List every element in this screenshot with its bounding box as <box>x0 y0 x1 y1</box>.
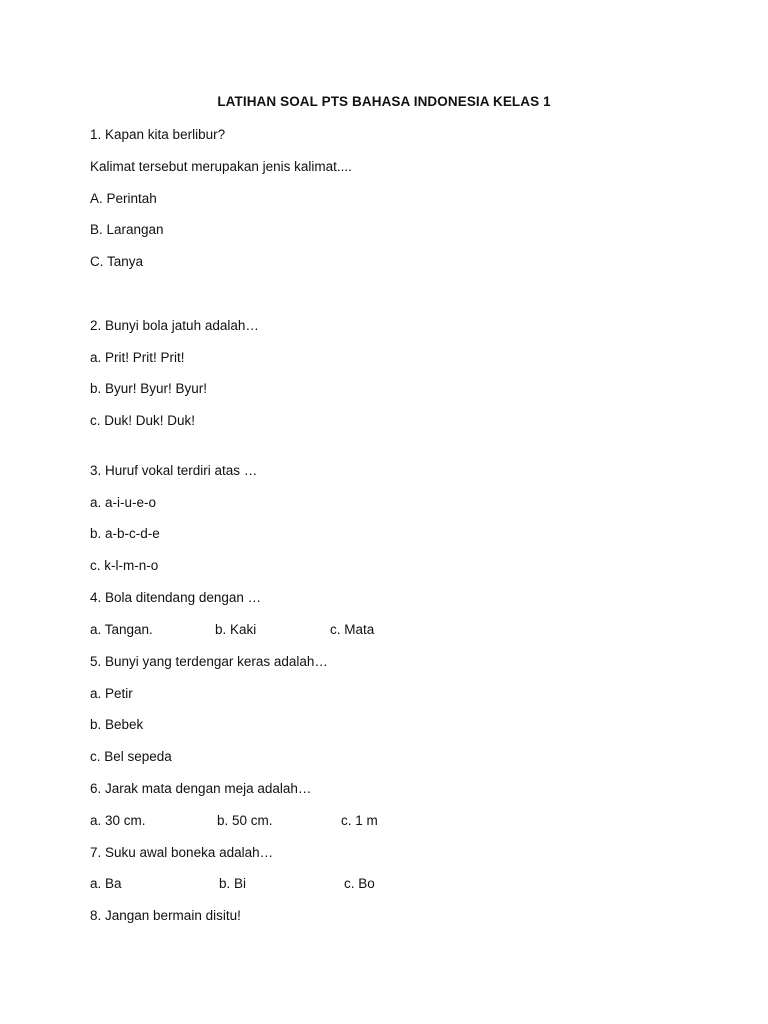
question-7-option-b: b. Bi <box>219 876 247 891</box>
question-3-option-c: c. k-l-m-n-o <box>90 558 159 573</box>
page-title: LATIHAN SOAL PTS BAHASA INDONESIA KELAS 1 <box>217 94 551 109</box>
question-7-option-a: a. Ba <box>90 876 122 891</box>
question-5-option-b: b. Bebek <box>90 717 144 732</box>
question-7-option-c: c. Bo <box>344 876 375 891</box>
question-2-option-c: c. Duk! Duk! Duk! <box>90 413 196 428</box>
question-1-option-c: C. Tanya <box>90 254 144 269</box>
question-4: 4. Bola ditendang dengan … <box>90 590 262 605</box>
question-8: 8. Jangan bermain disitu! <box>90 908 241 923</box>
question-6-option-a: a. 30 cm. <box>90 813 146 828</box>
question-6-option-c: c. 1 m <box>341 813 378 828</box>
question-6-option-b: b. 50 cm. <box>217 813 273 828</box>
question-2-option-a: a. Prit! Prit! Prit! <box>90 350 185 365</box>
question-3-option-b: b. a-b-c-d-e <box>90 526 160 541</box>
question-5-option-a: a. Petir <box>90 686 133 701</box>
question-5: 5. Bunyi yang terdengar keras adalah… <box>90 654 328 669</box>
question-1-option-b: B. Larangan <box>90 222 164 237</box>
question-1-option-a: A. Perintah <box>90 191 157 206</box>
question-6: 6. Jarak mata dengan meja adalah… <box>90 781 312 796</box>
question-2: 2. Bunyi bola jatuh adalah… <box>90 318 259 333</box>
question-4-option-a: a. Tangan. <box>90 622 153 637</box>
question-7: 7. Suku awal boneka adalah… <box>90 845 274 860</box>
question-1-prompt: Kalimat tersebut merupakan jenis kalimat.... <box>90 159 352 174</box>
question-3: 3. Huruf vokal terdiri atas … <box>90 463 258 478</box>
question-4-option-c: c. Mata <box>330 622 375 637</box>
question-4-option-b: b. Kaki <box>215 622 257 637</box>
question-3-option-a: a. a-i-u-e-o <box>90 495 157 510</box>
question-1: 1. Kapan kita berlibur? <box>90 127 226 142</box>
question-5-option-c: c. Bel sepeda <box>90 749 172 764</box>
question-2-option-b: b. Byur! Byur! Byur! <box>90 381 208 396</box>
